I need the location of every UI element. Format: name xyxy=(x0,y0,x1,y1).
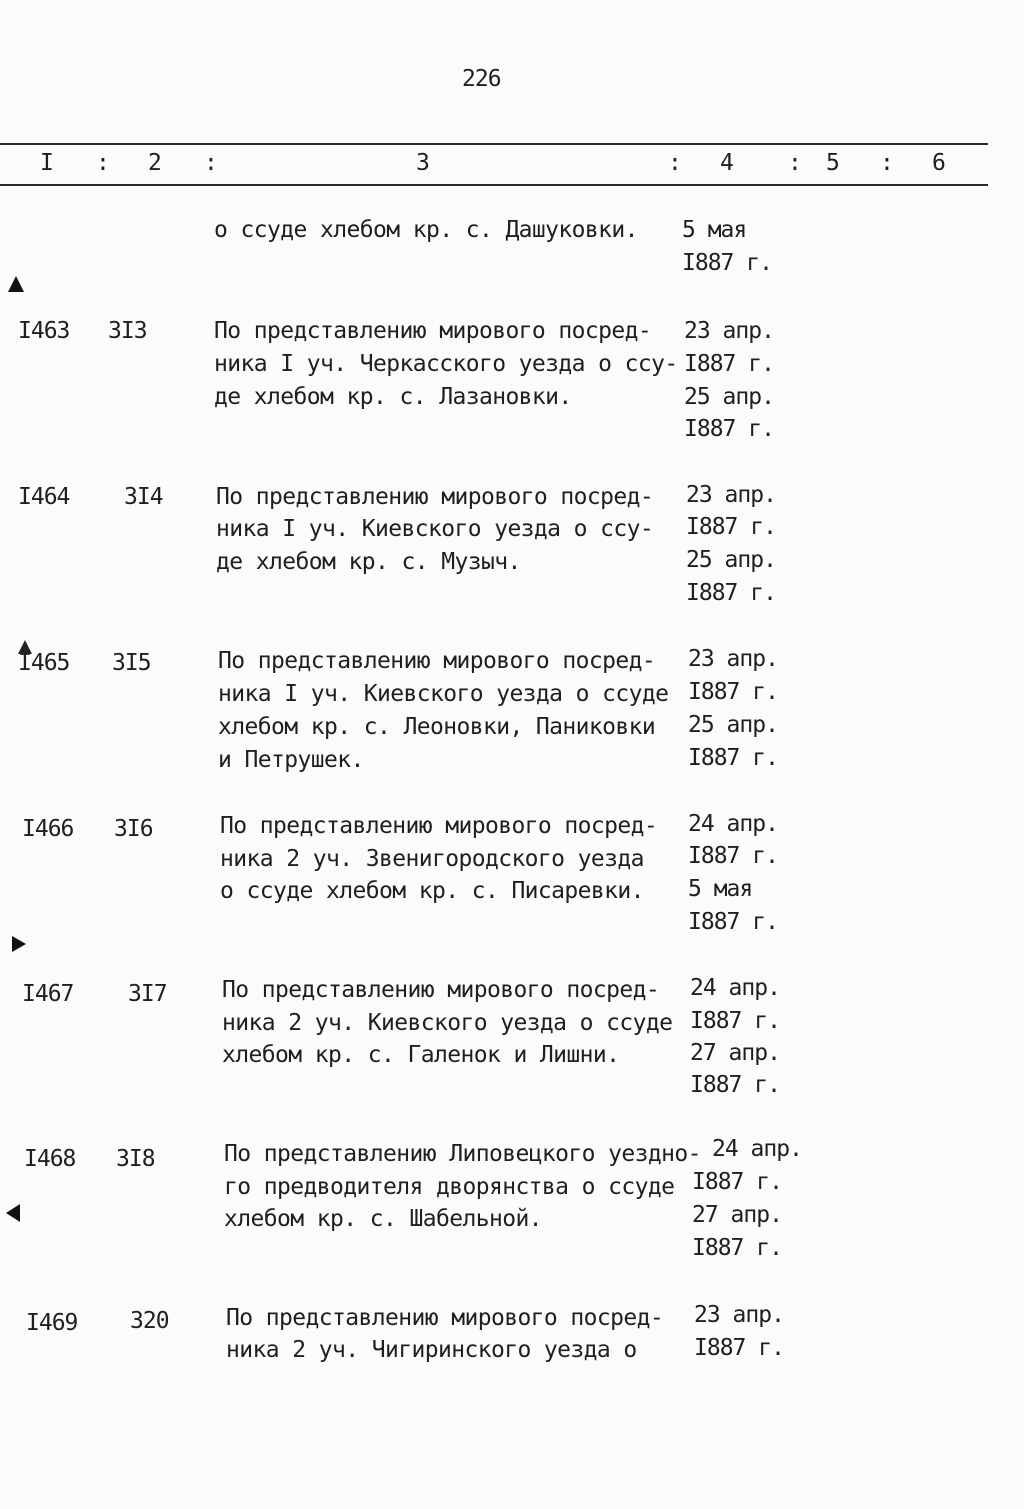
date-line: 25 апр. xyxy=(684,384,774,410)
item-number: 3I7 xyxy=(128,981,167,1007)
description-line: хлебом кр. с. Леоновки, Паниковки xyxy=(218,714,656,740)
header-separator: : xyxy=(880,150,894,176)
description-line: ника I уч. Черкасского уезда о ссу- xyxy=(214,351,678,377)
date-line: 23 апр. xyxy=(694,1302,784,1328)
header-separator: : xyxy=(96,150,110,176)
description-line: де хлебом кр. с. Лазановки. xyxy=(214,384,572,410)
date-line: 5 мая xyxy=(688,876,753,902)
date-line: I887 г. xyxy=(686,580,776,606)
date-line: I887 г. xyxy=(688,843,778,869)
description-line: ника 2 уч. Звенигородского уезда xyxy=(220,846,644,872)
entry-number: I469 xyxy=(26,1310,78,1336)
item-number: 3I4 xyxy=(124,484,163,510)
description-line: По представлению мирового посред- xyxy=(222,977,660,1003)
description-line: По представлению мирового посред- xyxy=(216,484,654,510)
margin-mark xyxy=(8,276,24,292)
header-col-2: 2 xyxy=(148,150,162,176)
date-line: I887 г. xyxy=(684,351,774,377)
margin-mark xyxy=(6,1204,20,1222)
header-separator: : xyxy=(204,150,218,176)
date-line: I887 г. xyxy=(686,514,776,540)
date-line: 24 апр. xyxy=(712,1136,802,1162)
date-line: 23 апр. xyxy=(684,318,774,344)
entry-number: I465 xyxy=(18,650,70,676)
date-line: 27 апр. xyxy=(692,1202,782,1228)
date-line: 23 апр. xyxy=(686,482,776,508)
page-number: 226 xyxy=(462,66,501,92)
date-line: 24 апр. xyxy=(688,811,778,837)
header-col-6: 6 xyxy=(932,150,946,176)
margin-mark xyxy=(18,640,32,654)
description-line: ника I уч. Киевского уезда о ссуде xyxy=(218,681,669,707)
description-line: По представлению мирового посред- xyxy=(214,318,652,344)
description-line: ника I уч. Киевского уезда о ссу- xyxy=(216,516,654,542)
header-col-4: 4 xyxy=(720,150,734,176)
item-number: 320 xyxy=(130,1308,169,1334)
item-number: 3I6 xyxy=(114,816,153,842)
date-line: I887 г. xyxy=(684,416,774,442)
date-line: I887 г. xyxy=(692,1235,782,1261)
description-line: хлебом кр. с. Галенок и Лишни. xyxy=(222,1042,620,1068)
header-col-3: 3 xyxy=(416,150,430,176)
entry-number: I466 xyxy=(22,816,74,842)
date-line: 5 мая xyxy=(682,217,747,243)
date-line: I887 г. xyxy=(692,1169,782,1195)
description-line: го предводителя дворянства о ссуде xyxy=(224,1174,675,1200)
description-line: ника 2 уч. Чигиринского уезда о xyxy=(226,1337,637,1363)
date-line: I887 г. xyxy=(694,1335,784,1361)
header-separator: : xyxy=(668,150,682,176)
description-line: о ссуде хлебом кр. с. Дашуковки. xyxy=(214,217,638,243)
description-line: ника 2 уч. Киевского уезда о ссуде xyxy=(222,1010,673,1036)
date-line: I887 г. xyxy=(682,250,772,276)
date-line: I887 г. xyxy=(688,909,778,935)
date-line: I887 г. xyxy=(690,1072,780,1098)
description-line: и Петрушек. xyxy=(218,747,364,773)
description-line: о ссуде хлебом кр. с. Писаревки. xyxy=(220,878,644,904)
entry-number: I464 xyxy=(18,484,70,510)
date-line: 27 апр. xyxy=(690,1040,780,1066)
item-number: 3I5 xyxy=(112,650,151,676)
date-line: 24 апр. xyxy=(690,975,780,1001)
description-line: По представлению мирового посред- xyxy=(220,813,658,839)
item-number: 3I3 xyxy=(108,318,147,344)
header-col-5: 5 xyxy=(826,150,840,176)
date-line: I887 г. xyxy=(690,1008,780,1034)
entry-number: I468 xyxy=(24,1146,76,1172)
date-line: I887 г. xyxy=(688,745,778,771)
description-line: По представлению Липовецкого уездно- xyxy=(224,1141,701,1167)
description-line: де хлебом кр. с. Музыч. xyxy=(216,549,521,575)
entry-number: I463 xyxy=(18,318,70,344)
header-rule-top xyxy=(0,143,988,145)
entry-number: I467 xyxy=(22,981,74,1007)
description-line: хлебом кр. с. Шабельной. xyxy=(224,1206,542,1232)
header-col-1: I xyxy=(40,150,54,176)
date-line: 25 апр. xyxy=(688,712,778,738)
date-line: 25 апр. xyxy=(686,547,776,573)
date-line: I887 г. xyxy=(688,679,778,705)
description-line: По представлению мирового посред- xyxy=(218,648,656,674)
item-number: 3I8 xyxy=(116,1146,155,1172)
description-line: По представлению мирового посред- xyxy=(226,1305,664,1331)
date-line: 23 апр. xyxy=(688,646,778,672)
margin-mark xyxy=(12,936,26,952)
header-separator: : xyxy=(788,150,802,176)
header-rule-bottom xyxy=(0,184,988,186)
